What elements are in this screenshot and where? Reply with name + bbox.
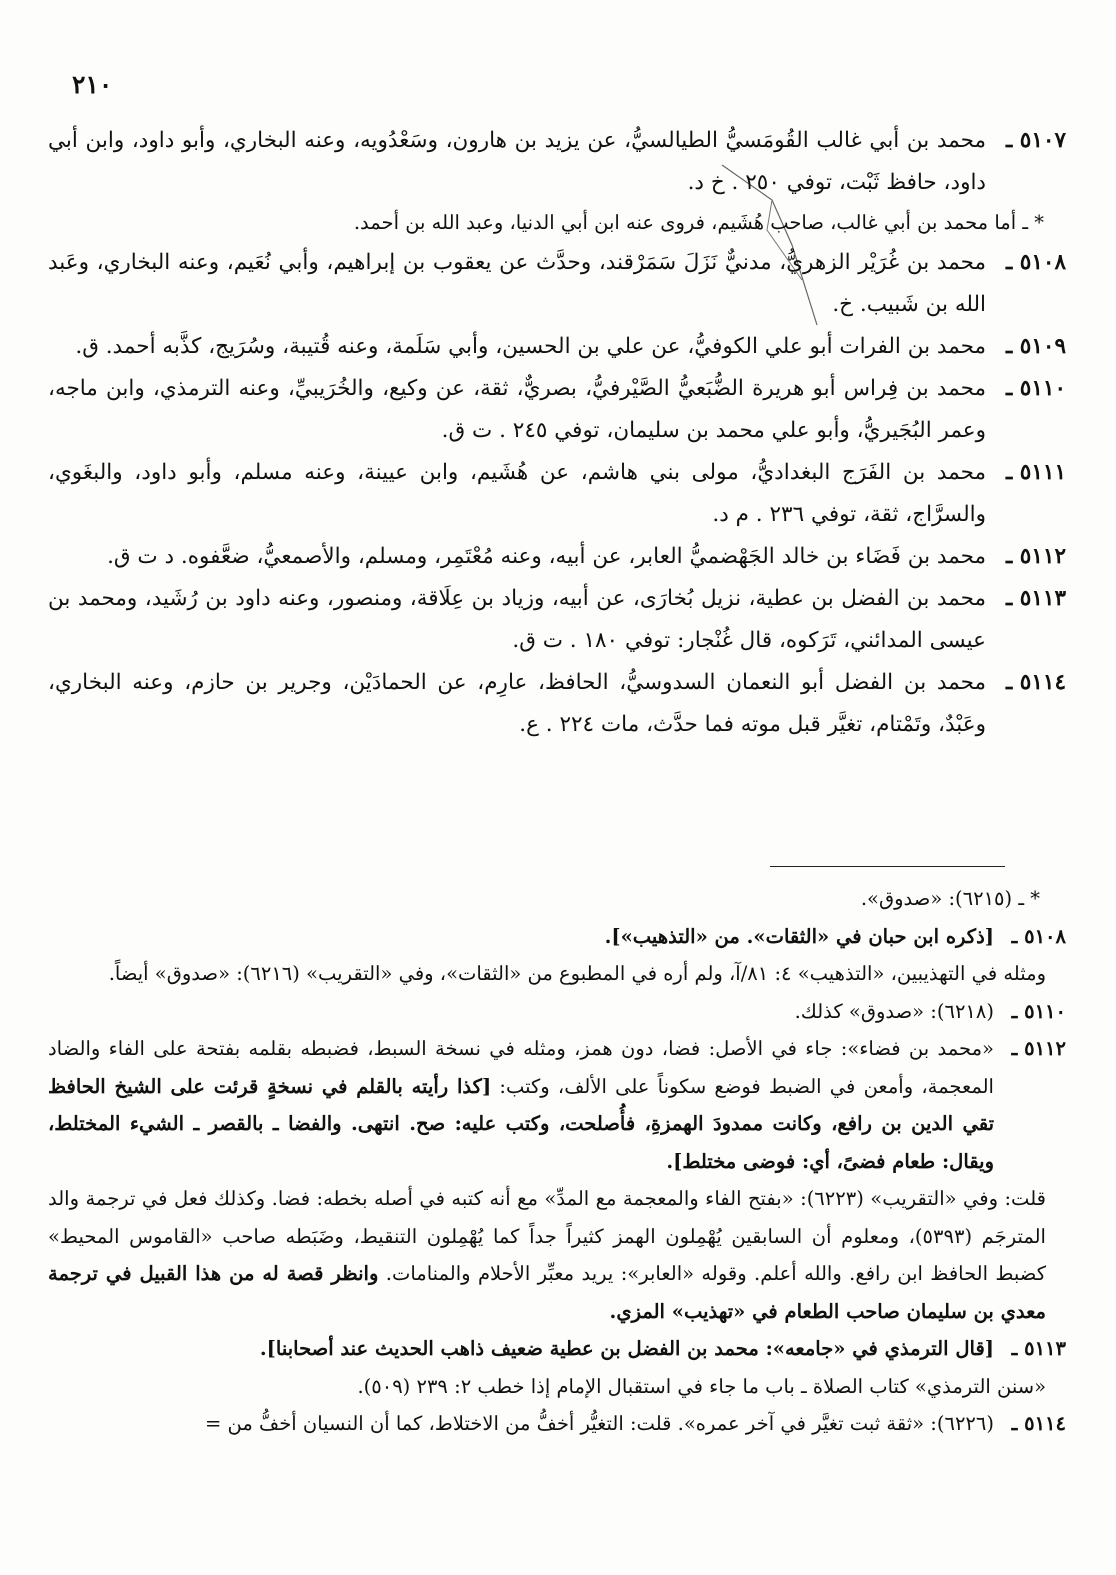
entry-note: * ـ أما محمد بن أبي غالب، صاحب هُشَيم، فروى عنه ابن أبي الدنيا، وعبد الله بن أحمد.	[353, 211, 1044, 234]
entry-5110	[48, 368, 1066, 452]
entry-number: ٥١١٤ ـ	[1006, 670, 1066, 695]
footnote-text: [قال الترمذي في «جامعه»: محمد بن الفضل بن عطية ضعيف ذاهب الحديث عند أصحابنا].	[259, 1337, 994, 1360]
entry-text: محمد بن فِراس أبو هريرة الضُّبَعيُّ الصَّيْرفيُّ، بصريٌّ، ثقة، عن وكيع، والخُرَيبيِّ، وعنه الترمذي، وابن ماجه، وعمر البُجَيريُّ، وأبو علي محمد بن سليمان، توفي ٢٤٥ . ت ق.	[48, 376, 986, 443]
entry-5109	[48, 326, 1066, 368]
footnote-5114	[48, 1405, 1066, 1443]
entry-number: ٥١١٠ ـ	[1006, 376, 1066, 401]
entry-text: محمد بن الفضل بن عطية، نزيل بُخارَى، عن أبيه، وزياد بن عِلَاقة، ومنصور، وعنه داود بن رُشَيد، ومحمد بن عيسى المدائني، تَرَكوه، قال غُنْجار: توفي ١٨٠ . ت ق.	[48, 586, 986, 653]
entry-5113	[48, 578, 1066, 662]
entry-text: محمد بن غُرَيْر الزهريُّ، مدنيٌّ نَزَلَ سَمَرْقند، وحدَّث عن يعقوب بن إبراهيم، وأبي نُعَيم، وعنه البخاري، وعَبد الله بن شَبيب. خ.	[48, 250, 986, 317]
footnote-5113	[48, 1330, 1066, 1368]
entry-number: ٥١٠٩ ـ	[1006, 334, 1066, 359]
footnote-text: «سنن الترمذي» كتاب الصلاة ـ باب ما جاء في استقبال الإمام إذا خطب ٢: ٢٣٩ (٥٠٩).	[357, 1374, 1046, 1398]
entry-5114	[48, 662, 1066, 746]
entry-text: محمد بن الفرات أبو علي الكوفيُّ، عن علي بن الحسين، وأبي سَلَمة، وعنه قُتيبة، وسُرَيج، كذَّبه أحمد. ق.	[75, 334, 986, 359]
footnote-number: ٥١١٠ ـ	[1011, 999, 1066, 1023]
footnote-5112	[48, 1030, 1066, 1180]
footnote-text: قلت: وفي «التقريب» (٦٢٢٣): «بفتح الفاء والمعجمة مع المدِّ» مع أنه كتبه في أصله بخطه: فضا. وكذلك فعل في ترجمة والد المترجَم (٥٣٩٣)، ومعلوم أن السابقين يُهْمِلون الهمز كثيراً جداً كما يُهْمِلون التنقيط، وضَبَطه صاحب «القاموس المحيط» كضبط الحافظ ابن رافع. والله أعلم. وقوله «العابر»: يريد معبِّر الأحلام والمنامات.	[48, 1187, 1046, 1285]
footnote-star: * ـ (٦٢١٥): «صدوق».	[860, 887, 1040, 910]
footnote-number: ٥١١٤ ـ	[1011, 1412, 1066, 1435]
footnote-text: [ذكره ابن حبان في «الثقات». من «التذهيب»].	[604, 924, 994, 948]
footnote-text: «محمد بن فضاء»: جاء في الأصل: فضا، دون همز، ومثله في نسخة السبط، فضبطه بقلمه بفتحة على الفاء والضاد المعجمة، وأمعن في الضبط فوضع سكوناً على الألف، وكتب:	[48, 1037, 994, 1098]
entry-5108	[48, 242, 1066, 326]
entry-text: محمد بن الفَرَج البغداديُّ، مولى بني هاشم، عن هُشَيم، وابن عيينة، وعنه مسلم، وأبو داود، والبغَوي، والسرَّاج، ثقة، توفي ٢٣٦ . م د.	[48, 460, 986, 527]
main-text	[48, 120, 1066, 746]
footnote-number: ٥١١٢ ـ	[1011, 1037, 1066, 1060]
entry-text: محمد بن أبي غالب القُومَسيُّ الطيالسيُّ، عن يزيد بن هارون، وسَعْدُويه، وعنه البخاري، وأبو داود، وابن أبي داود، حافظ ثَبْت، توفي ٢٥٠ . خ د.	[48, 128, 986, 195]
entry-5111	[48, 452, 1066, 536]
entry-number: ٥١١١ ـ	[1006, 460, 1066, 485]
entry-text: محمد بن فَضَاء بن خالد الجَهْضميُّ العابر، عن أبيه، وعنه مُعْتَمِر، ومسلم، والأصمعيُّ، ضعَّفوه. د ت ق.	[107, 544, 986, 569]
entry-number: ٥١١٣ ـ	[1006, 586, 1066, 611]
footnote-text-bold: [كذا رأيته بالقلم في نسخةٍ قرئت على الشيخ الحافظ تقي الدين بن رافع، وكانت ممدودَ الهمزةِ، فأُصلحت، وكتب عليه: صح. انتهى. والفضا ـ بالقصر ـ الشيء المختلط، ويقال: طعام فضىً، أي: فوضى مختلط].	[48, 1074, 994, 1173]
entry-number: ٥١٠٧ ـ	[1006, 128, 1066, 153]
footnote-5110	[48, 993, 1066, 1031]
footnote-number: ٥١١٣ ـ	[1011, 1337, 1066, 1360]
entry-number: ٥١٠٨ ـ	[1006, 250, 1066, 275]
footnote-number: ٥١٠٨ ـ	[1011, 924, 1066, 948]
footnote-text: (٦٢٢٦): «ثقة ثبت تغيَّر في آخر عمره». قلت: التغيُّر أخفُّ من الاختلاط، كما أن النسيان أخفُّ من =	[205, 1412, 994, 1435]
entry-text: محمد بن الفضل أبو النعمان السدوسيُّ، الحافظ، عارِم، عن الحمادَيْن، وجرير بن حازم، وعنه البخاري، وعَبْدٌ، وتَمْتام، تغيَّر قبل موته فما حدَّث، مات ٢٢٤ . ع.	[48, 670, 986, 737]
entry-5107	[48, 120, 1066, 204]
footnote-text: ومثله في التهذيبين، «التذهيب» ٤: ٨١/آ، ولم أره في المطبوع من «الثقات»، وفي «التقريب» (٦٢١٦): «صدوق» أيضاً.	[108, 962, 1046, 985]
footnotes	[48, 880, 1066, 1443]
footnote-separator	[770, 866, 1005, 867]
footnote-5108	[48, 918, 1066, 956]
entry-number: ٥١١٢ ـ	[1006, 544, 1066, 569]
footnote-text: (٦٢١٨): «صدوق» كذلك.	[794, 999, 994, 1023]
entry-5112	[48, 536, 1066, 578]
footnote-text-bold: وانظر قصة له من هذا القبيل في ترجمة معدي بن سليمان صاحب الطعام في «تهذيب» المزي.	[48, 1262, 1046, 1323]
footnote-text	[48, 1180, 1066, 1330]
page-number: ٢١٠	[72, 70, 113, 99]
